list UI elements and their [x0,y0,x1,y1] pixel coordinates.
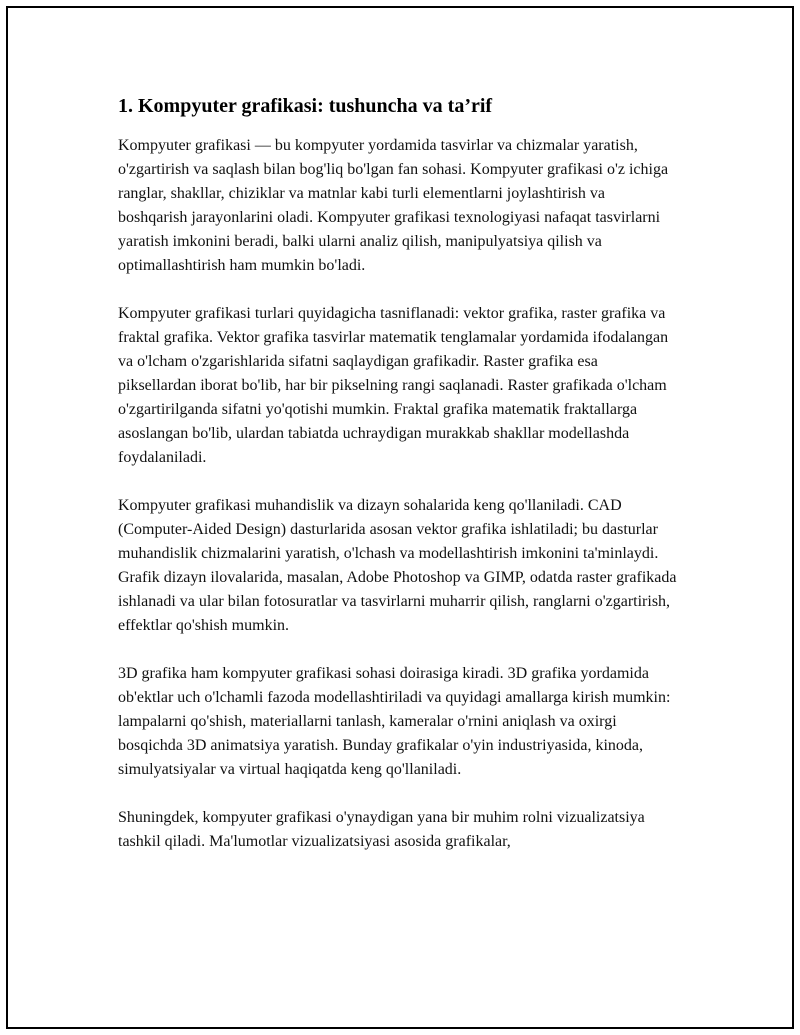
document-body [118,93,678,878]
paragraph-visualization: Shuningdek, kompyuter grafikasi o'ynaydigan yana bir muhim rolni vizualizatsiya tashkil qiladi. Ma'lumotlar vizualizatsiyasi asosida grafikalar, [118,809,645,850]
paragraph-3d-graphics: 3D grafika ham kompyuter grafikasi sohasi doirasiga kiradi. 3D grafika yordamida ob'ektlar uch o'lchamli fazoda modellashtiriladi va quyidagi amallarga kirish mumkin: lampalarni qo'shish, materiallarni tanlash, kameralar o'rnini aniqlash va oxirgi bosqichda 3D animatsiya yaratish. Bunday grafikalar o'yin industriyasida, kinoda, simulyatsiyalar va virtual haqiqatda keng qo'llaniladi. [118,665,671,778]
paragraph-applications: Kompyuter grafikasi muhandislik va dizayn sohalarida keng qo'llaniladi. CAD (Computer-Aided Design) dasturlarida asosan vektor grafika ishlatiladi; bu dasturlar muhandislik chizmalarini yaratish, o'lchash va modellashtirish imkonini ta'minlaydi. Grafik dizayn ilovalarida, masalan, Adobe Photoshop va GIMP, odatda raster grafikada ishlanadi va ular bilan fotosuratlar va tasvirlarni muharrir qilish, ranglarni o'zgartirish, effektlar qo'shish mumkin. [118,497,677,634]
section-heading: 1. Kompyuter grafikasi: tushuncha va ta’rif [118,95,493,117]
paragraph-definition: Kompyuter grafikasi — bu kompyuter yordamida tasvirlar va chizmalar yaratish, o'zgartirish va saqlash bilan bog'liq bo'lgan fan sohasi. Kompyuter grafikasi o'z ichiga ranglar, shakllar, chiziklar va matnlar kabi turli elementlarni joylashtirish va boshqarish jarayonlarini oladi. Kompyuter grafikasi texnologiyasi nafaqat tasvirlarni yaratish imkonini beradi, balki ularni analiz qilish, manipulyatsiya qilish va optimallashtirish ham mumkin bo'ladi. [118,137,669,274]
paragraph-types: Kompyuter grafikasi turlari quyidagicha tasniflanadi: vektor grafika, raster grafika va fraktal grafika. Vektor grafika tasvirlar matematik tenglamalar yordamida ifodalangan va o'lcham o'zgarishlarida sifatni saqlaydigan grafikadir. Raster grafika esa piksellardan iborat bo'lib, har bir pikselning rangi saqlanadi. Raster grafikada o'lcham o'zgartirilganda sifatni yo'qotishi mumkin. Fraktal grafika matematik fraktallarga asoslangan bo'lib, ulardan tabiatda uchraydigan murakkab shakllar modellashda foydalaniladi. [118,305,669,466]
